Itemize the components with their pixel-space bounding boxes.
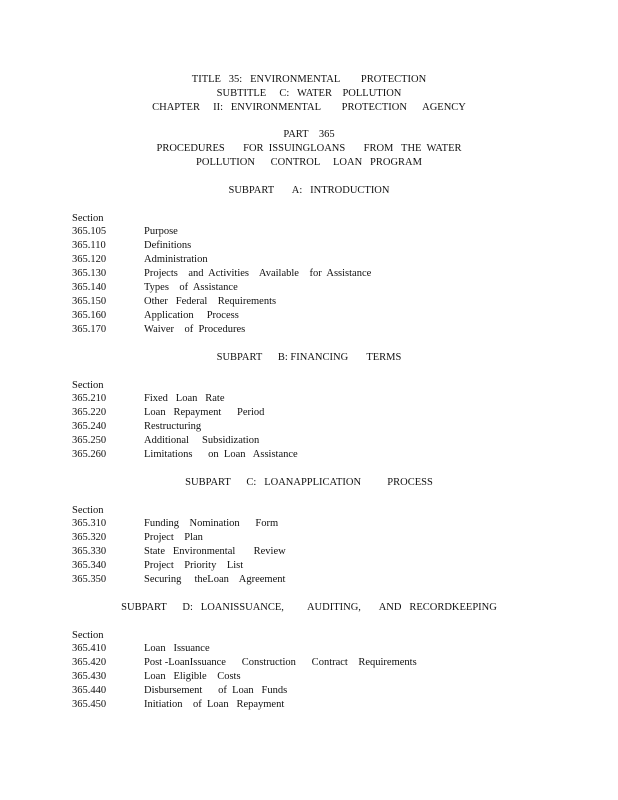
section-number: 365.330 bbox=[72, 546, 107, 557]
section-number: 365.105 bbox=[72, 226, 107, 237]
section-number: 365.150 bbox=[72, 296, 107, 307]
section-title: State Environmental Review bbox=[144, 546, 286, 557]
section-row bbox=[72, 309, 552, 323]
section-title: Other Federal Requirements bbox=[144, 296, 277, 307]
section-row bbox=[72, 392, 552, 406]
section-row bbox=[72, 684, 552, 698]
section-title: Funding Nomination Form bbox=[144, 518, 279, 529]
section-number: 365.310 bbox=[72, 518, 107, 529]
section-title: Loan Repayment Period bbox=[144, 407, 265, 418]
section-row bbox=[72, 656, 552, 670]
section-title: Loan Eligible Costs bbox=[144, 671, 241, 682]
section-number: 365.320 bbox=[72, 532, 107, 543]
subpart-a-heading: SUBPART A: INTRODUCTION bbox=[228, 185, 390, 196]
section-number: 365.430 bbox=[72, 671, 107, 682]
section-row bbox=[72, 517, 552, 531]
section-title: Application Process bbox=[144, 310, 239, 321]
section-title: Restructuring bbox=[144, 421, 202, 432]
subpart-c-heading: SUBPART C: LOANAPPLICATION PROCESS bbox=[185, 477, 433, 488]
section-title: Fixed Loan Rate bbox=[144, 393, 225, 404]
section-row bbox=[72, 531, 552, 545]
section-number: 365.120 bbox=[72, 254, 107, 265]
section-title: Project Priority List bbox=[144, 560, 244, 571]
section-title: Securing theLoan Agreement bbox=[144, 574, 286, 585]
section-number: 365.260 bbox=[72, 449, 107, 460]
subpart-d-heading: SUBPART D: LOANISSUANCE, AUDITING, AND RECORDKEEPING bbox=[121, 602, 497, 613]
section-row bbox=[72, 420, 552, 434]
section-row bbox=[72, 281, 552, 295]
section-row bbox=[72, 406, 552, 420]
section-number: 365.170 bbox=[72, 324, 107, 335]
section-title: Definitions bbox=[144, 240, 192, 251]
section-title: Administration bbox=[144, 254, 208, 265]
section-title: Project Plan bbox=[144, 532, 203, 543]
section-number: 365.160 bbox=[72, 310, 107, 321]
part-number: PART 365 bbox=[283, 129, 335, 140]
section-label: Section bbox=[72, 630, 104, 641]
part-name-line-2: POLLUTION CONTROL LOAN PROGRAM bbox=[196, 157, 422, 168]
subpart-b-sections bbox=[72, 379, 552, 462]
part-name-line-1: PROCEDURES FOR ISSUINGLOANS FROM THE WATER bbox=[156, 143, 462, 154]
title-line: TITLE 35: ENVIRONMENTAL PROTECTION bbox=[191, 74, 427, 85]
section-title: Disbursement of Loan Funds bbox=[144, 685, 288, 696]
section-title: Purpose bbox=[144, 226, 178, 237]
section-row bbox=[72, 253, 552, 267]
section-row bbox=[72, 323, 552, 337]
subpart-b-heading: SUBPART B: FINANCING TERMS bbox=[216, 352, 402, 363]
section-row bbox=[72, 642, 552, 656]
section-title: Types of Assistance bbox=[144, 282, 238, 293]
section-row bbox=[72, 295, 552, 309]
section-row bbox=[72, 448, 552, 462]
section-number: 365.210 bbox=[72, 393, 107, 404]
subpart-a-sections bbox=[72, 212, 552, 337]
section-number: 365.250 bbox=[72, 435, 107, 446]
section-title: Additional Subsidization bbox=[144, 435, 260, 446]
section-row bbox=[72, 670, 552, 684]
section-row bbox=[72, 573, 552, 587]
subpart-d-sections bbox=[72, 629, 552, 712]
section-title: Waiver of Procedures bbox=[144, 324, 246, 335]
chapter-line: CHAPTER II: ENVIRONMENTAL PROTECTION AGENCY bbox=[152, 102, 466, 113]
section-title: Post -LoanIssuance Construction Contract Requirements bbox=[144, 657, 417, 668]
section-row bbox=[72, 434, 552, 448]
section-number: 365.140 bbox=[72, 282, 107, 293]
subtitle-line: SUBTITLE C: WATER POLLUTION bbox=[216, 88, 402, 99]
section-number: 365.220 bbox=[72, 407, 107, 418]
section-row bbox=[72, 267, 552, 281]
section-row bbox=[72, 559, 552, 573]
section-number: 365.350 bbox=[72, 574, 107, 585]
section-label: Section bbox=[72, 213, 104, 224]
section-label: Section bbox=[72, 505, 104, 516]
section-row bbox=[72, 545, 552, 559]
section-number: 365.410 bbox=[72, 643, 107, 654]
section-title: Limitations on Loan Assistance bbox=[144, 449, 298, 460]
section-number: 365.110 bbox=[72, 240, 106, 251]
section-number: 365.240 bbox=[72, 421, 107, 432]
section-row bbox=[72, 698, 552, 712]
section-number: 365.440 bbox=[72, 685, 107, 696]
section-number: 365.130 bbox=[72, 268, 107, 279]
subpart-c-sections bbox=[72, 504, 552, 587]
section-number: 365.450 bbox=[72, 699, 107, 710]
section-title: Initiation of Loan Repayment bbox=[144, 699, 285, 710]
section-title: Projects and Activities Available for Assistance bbox=[144, 268, 372, 279]
section-title: Loan Issuance bbox=[144, 643, 210, 654]
section-number: 365.420 bbox=[72, 657, 107, 668]
section-number: 365.340 bbox=[72, 560, 107, 571]
section-row bbox=[72, 225, 552, 239]
section-row bbox=[72, 239, 552, 253]
section-label: Section bbox=[72, 380, 104, 391]
